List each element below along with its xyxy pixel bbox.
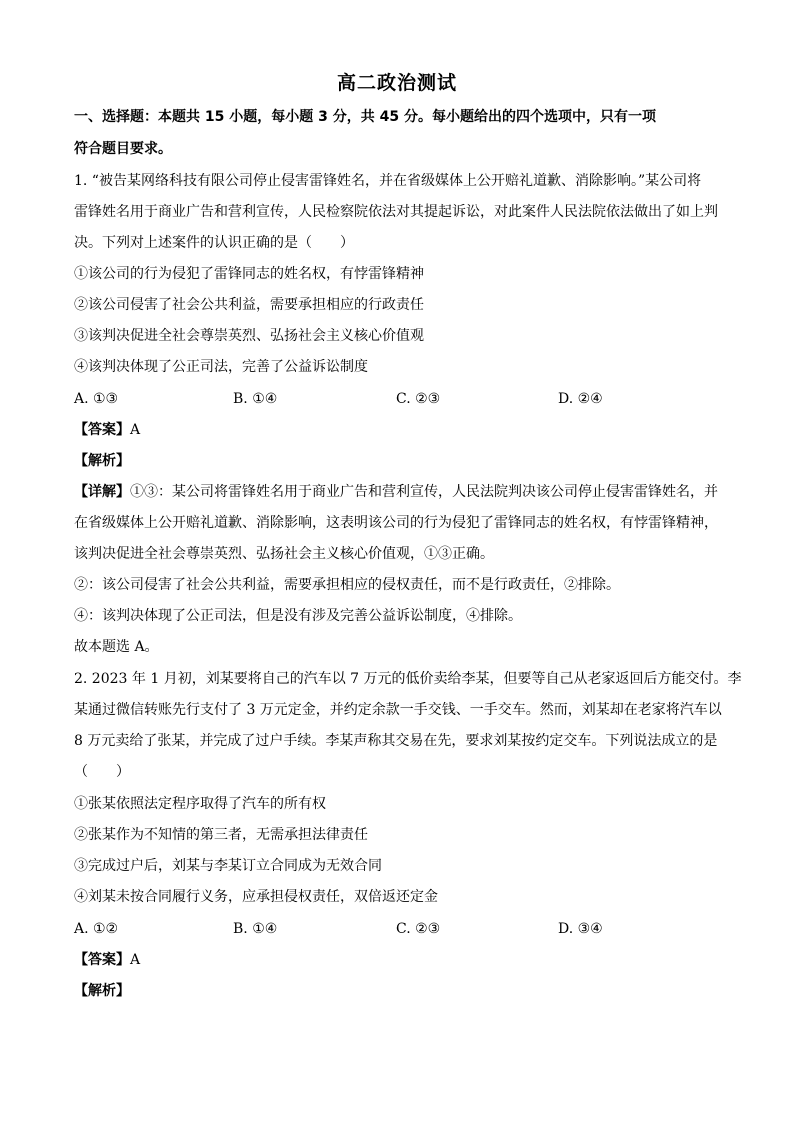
q1-answer-label: 【答案】 (74, 422, 130, 438)
q2-option-d: D. ③④ (558, 921, 603, 937)
section-heading-line-1: 一、选择题：本题共 15 小题，每小题 3 分，共 45 分。每小题给出的四个选项中，只有一项 (74, 109, 656, 125)
q2-analysis-label: 【解析】 (74, 983, 130, 999)
q1-stem-line-1: 1. “被告某网络科技有限公司停止侵害雷锋姓名，并在省级媒体上公开赔礼道歉、消除影响。”某公司将 (74, 173, 702, 189)
q1-detail-line-5: ④：该判决体现了公正司法，但是没有涉及完善公益诉讼制度，④排除。 (74, 608, 522, 624)
q2-statement-3: ③完成过户后，刘某与李某订立合同成为无效合同 (74, 858, 382, 874)
q1-detail-line-3: 该判决促进全社会尊崇英烈、弘扬社会主义核心价值观，①③正确。 (74, 546, 494, 562)
q1-analysis-label: 【解析】 (74, 453, 130, 469)
q1-detail-label: 【详解】 (74, 484, 130, 500)
q2-statement-1: ①张某依照法定程序取得了汽车的所有权 (74, 796, 326, 812)
q2-answer-value: A (130, 952, 141, 968)
q1-answer (74, 420, 140, 440)
q1-option-a: A. ①③ (74, 391, 119, 407)
q1-stem-line-2: 雷锋姓名用于商业广告和营利宣传，人民检察院依法对其提起诉讼，对此案件人民法院依法做出了如上判 (74, 204, 718, 220)
q1-statement-4: ④该判决体现了公正司法，完善了公益诉讼制度 (74, 359, 368, 375)
q1-option-d: D. ②④ (558, 391, 603, 407)
q1-answer-value: A (130, 422, 141, 438)
q2-stem-line-1: 2. 2023 年 1 月初，刘某要将自己的汽车以 7 万元的低价卖给李某，但要等自己从老家返回后方能交付。李 (74, 671, 742, 687)
q1-option-b: B. ①④ (233, 391, 278, 407)
q2-answer-label: 【答案】 (74, 952, 130, 968)
q2-statement-2: ②张某作为不知情的第三者，无需承担法律责任 (74, 827, 368, 843)
q2-answer (74, 950, 140, 970)
q1-statement-3: ③该判决促进全社会尊崇英烈、弘扬社会主义核心价值观 (74, 328, 424, 344)
q2-option-b: B. ①④ (233, 921, 278, 937)
q1-detail-line-4: ②：该公司侵害了社会公共利益，需要承担相应的侵权责任，而不是行政责任，②排除。 (74, 577, 620, 593)
q2-option-c: C. ②③ (396, 921, 441, 937)
q2-stem-line-4: （ ） (74, 764, 130, 780)
q1-stem-line-3: 决。下列对上述案件的认识正确的是（ ） (74, 235, 354, 251)
page-title: 高二政治测试 (336, 72, 457, 94)
q2-stem-line-2: 某通过微信转账先行支付了 3 万元定金，并约定余款一手交钱、一手交车。然而，刘某却在老家将汽车以 (74, 702, 722, 718)
q1-statement-1: ①该公司的行为侵犯了雷锋同志的姓名权，有悖雷锋精神 (74, 266, 424, 282)
section-heading-line-2: 符合题目要求。 (74, 141, 172, 157)
q1-detail-line-2: 在省级媒体上公开赔礼道歉、消除影响，这表明该公司的行为侵犯了雷锋同志的姓名权，有悖雷锋精神， (74, 515, 718, 531)
q2-statement-4: ④刘某未按合同履行义务，应承担侵权责任，双倍返还定金 (74, 889, 438, 905)
q1-statement-2: ②该公司侵害了社会公共利益，需要承担相应的行政责任 (74, 297, 424, 313)
q1-detail-line-6: 故本题选 A。 (74, 639, 159, 655)
q2-option-a: A. ①② (74, 921, 119, 937)
q2-stem-line-3: 8 万元卖给了张某，并完成了过户手续。李某声称其交易在先，要求刘某按约定交车。下列说法成立的是 (74, 733, 718, 749)
q1-detail-text-1: ①③：某公司将雷锋姓名用于商业广告和营利宣传，人民法院判决该公司停止侵害雷锋姓名，并 (130, 484, 718, 500)
q1-detail-line-1 (74, 482, 718, 502)
q1-option-c: C. ②③ (396, 391, 441, 407)
